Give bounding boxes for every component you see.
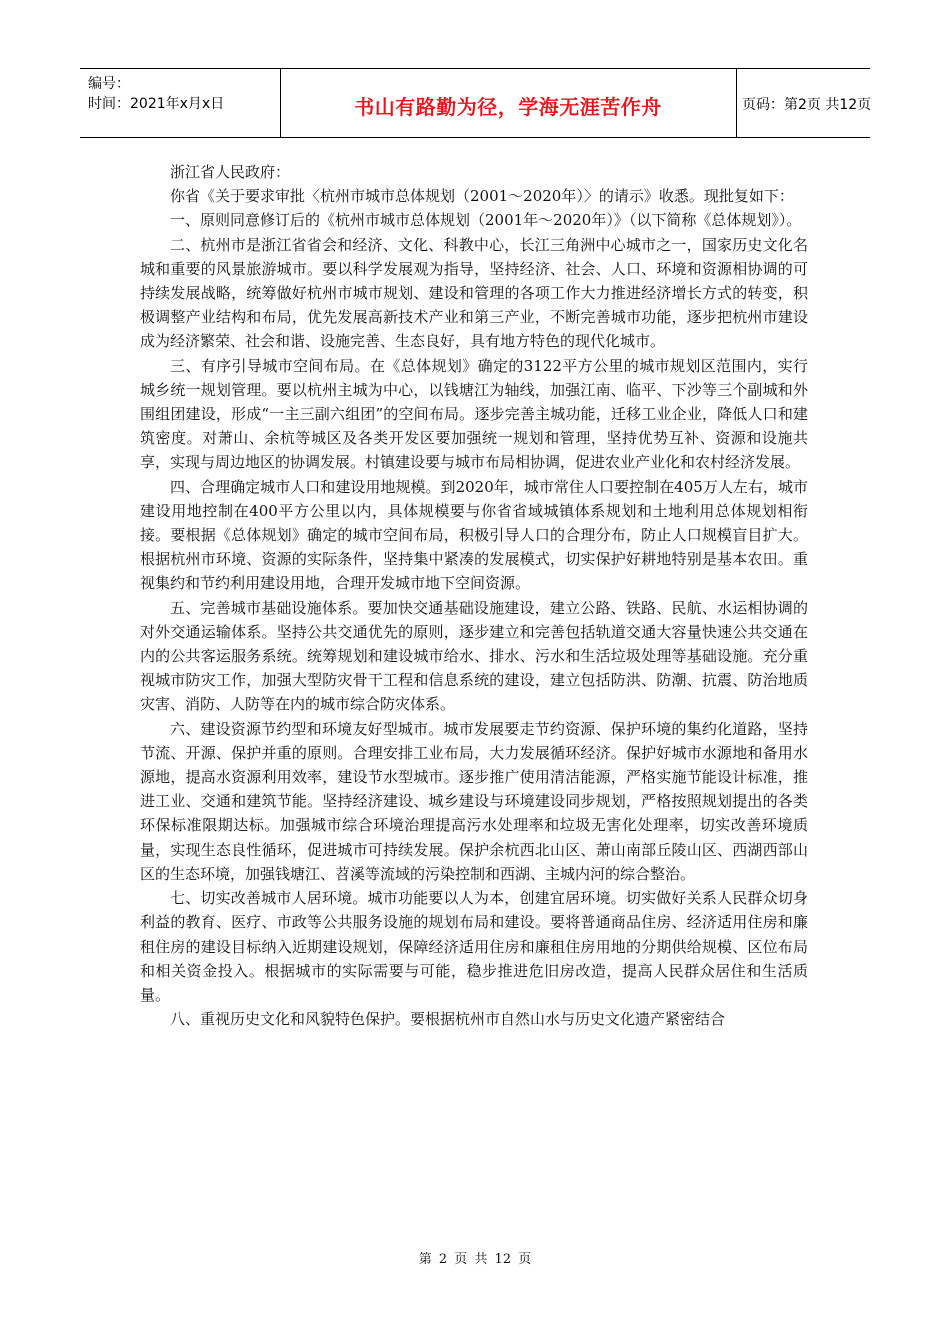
page-header — [80, 68, 870, 138]
paragraph-6: 六、建设资源节约型和环境友好型城市。城市发展要走节约资源、保护环境的集约化道路，坚持节流、开源、保护并重的原则。合理安排工业布局，大力发展循环经济。保护好城市水源地和备用水源地，提高水资源利用效率，建设节水型城市。逐步推广使用清洁能源，严格实施节能设计标准，推进工业、交通和建筑节能。坚持经济建设、城乡建设与环境建设同步规划，严格按照规划提出的各类环保标准限期达标。加强城市综合环境治理提高污水处理率和垃圾无害化处理率，切实改善环境质量，实现生态良性循环，促进城市可持续发展。保护余杭西北山区、萧山南部丘陵山区、西湖西部山区的生态环境，加强钱塘江、苕溪等流域的污染控制和西湖、主城内河的综合整治。 — [140, 719, 808, 883]
salutation: 浙江省人民政府： — [170, 163, 291, 181]
header-page-cell — [736, 69, 870, 137]
paragraph-3: 三、有序引导城市空间布局。在《总体规划》确定的3122平方公里的城市规划区范围内，实行城乡统一规划管理。要以杭州主城为中心，以钱塘江为轴线，加强江南、临平、下沙等三个副城和外围组团建设，形成“一主三副六组团”的空间布局。逐步完善主城功能，迁移工业企业，降低人口和建筑密度。对萧山、余杭等城区及各类开发区要加强统一规划和管理，坚持优势互补、资源和设施共享，实现与周边地区的协调发展。村镇建设要与城市布局相协调，促进农业产业化和农村经济发展。 — [140, 356, 808, 472]
document-body — [140, 160, 808, 1031]
page-footer: 第 2 页 共 12 页 — [418, 1252, 532, 1267]
header-meta — [80, 69, 281, 137]
document-date: 时间：2021年x月x日 — [88, 96, 225, 112]
paragraph-intro: 你省《关于要求审批〈杭州市城市总体规划（2001～2020年）〉的请示》收悉。现批复如下： — [170, 187, 794, 206]
paragraph-2: 二、杭州市是浙江省省会和经济、文化、科教中心，长江三角洲中心城市之一，国家历史文化名城和重要的风景旅游城市。要以科学发展观为指导，坚持经济、社会、人口、环境和资源相协调的可持续发展战略，统筹做好杭州市城市规划、建设和管理的各项工作大力推进经济增长方式的转变，积极调整产业结构和布局，优先发展高新技术产业和第三产业，不断完善城市功能，逐步把杭州市建设成为经济繁荣、社会和谐、设施完善、生态良好，具有地方特色的现代化城市。 — [140, 235, 808, 351]
header-page-code: 页码：第2页 共12页 — [742, 97, 872, 113]
header-motto: 书山有路勤为径，学海无涯苦作舟 — [354, 95, 662, 119]
paragraph-8: 八、重视历史文化和风貌特色保护。要根据杭州市自然山水与历史文化遗产紧密结合 — [170, 1010, 726, 1029]
paragraph-5: 五、完善城市基础设施体系。要加快交通基础设施建设，建立公路、铁路、民航、水运相协调的对外交通运输体系。坚持公共交通优先的原则，逐步建立和完善包括轨道交通大容量快速公共交通在内的公共客运服务系统。统筹规划和建设城市给水、排水、污水和生活垃圾处理等基础设施。充分重视城市防灾工作，加强大型防灾骨干工程和信息系统的建设，建立包括防洪、防潮、抗震、防治地质灾害、消防、人防等在内的城市综合防灾体系。 — [140, 598, 808, 714]
document-number-label: 编号： — [88, 76, 130, 92]
header-motto-cell — [280, 69, 737, 137]
paragraph-7: 七、切实改善城市人居环境。城市功能要以人为本，创建宜居环境。切实做好关系人民群众切身利益的教育、医疗、市政等公共服务设施的规划布局和建设。要将普通商品住房、经济适用住房和廉租住房的建设目标纳入近期建设规划，保障经济适用住房和廉租住房用地的分期供给规模、区位布局和相关资金投入。根据城市的实际需要与可能，稳步推进危旧房改造，提高人民群众居住和生活质量。 — [140, 889, 808, 1004]
paragraph-1: 一、原则同意修订后的《杭州市城市总体规划（2001年～2020年）》（以下简称《总体规划》）。 — [170, 211, 802, 230]
paragraph-4: 四、合理确定城市人口和建设用地规模。到2020年，城市常住人口要控制在405万人左右，城市建设用地控制在400平方公里以内，具体规模要与你省省域城镇体系规划和土地利用总体规划相衔接。要根据《总体规划》确定的城市空间布局，积极引导人口的合理分布，防止人口规模盲目扩大。根据杭州市环境、资源的实际条件，坚持集中紧凑的发展模式，切实保护好耕地特别是基本农田。重视集约和节约利用建设用地，合理开发城市地下空间资源。 — [140, 477, 808, 593]
